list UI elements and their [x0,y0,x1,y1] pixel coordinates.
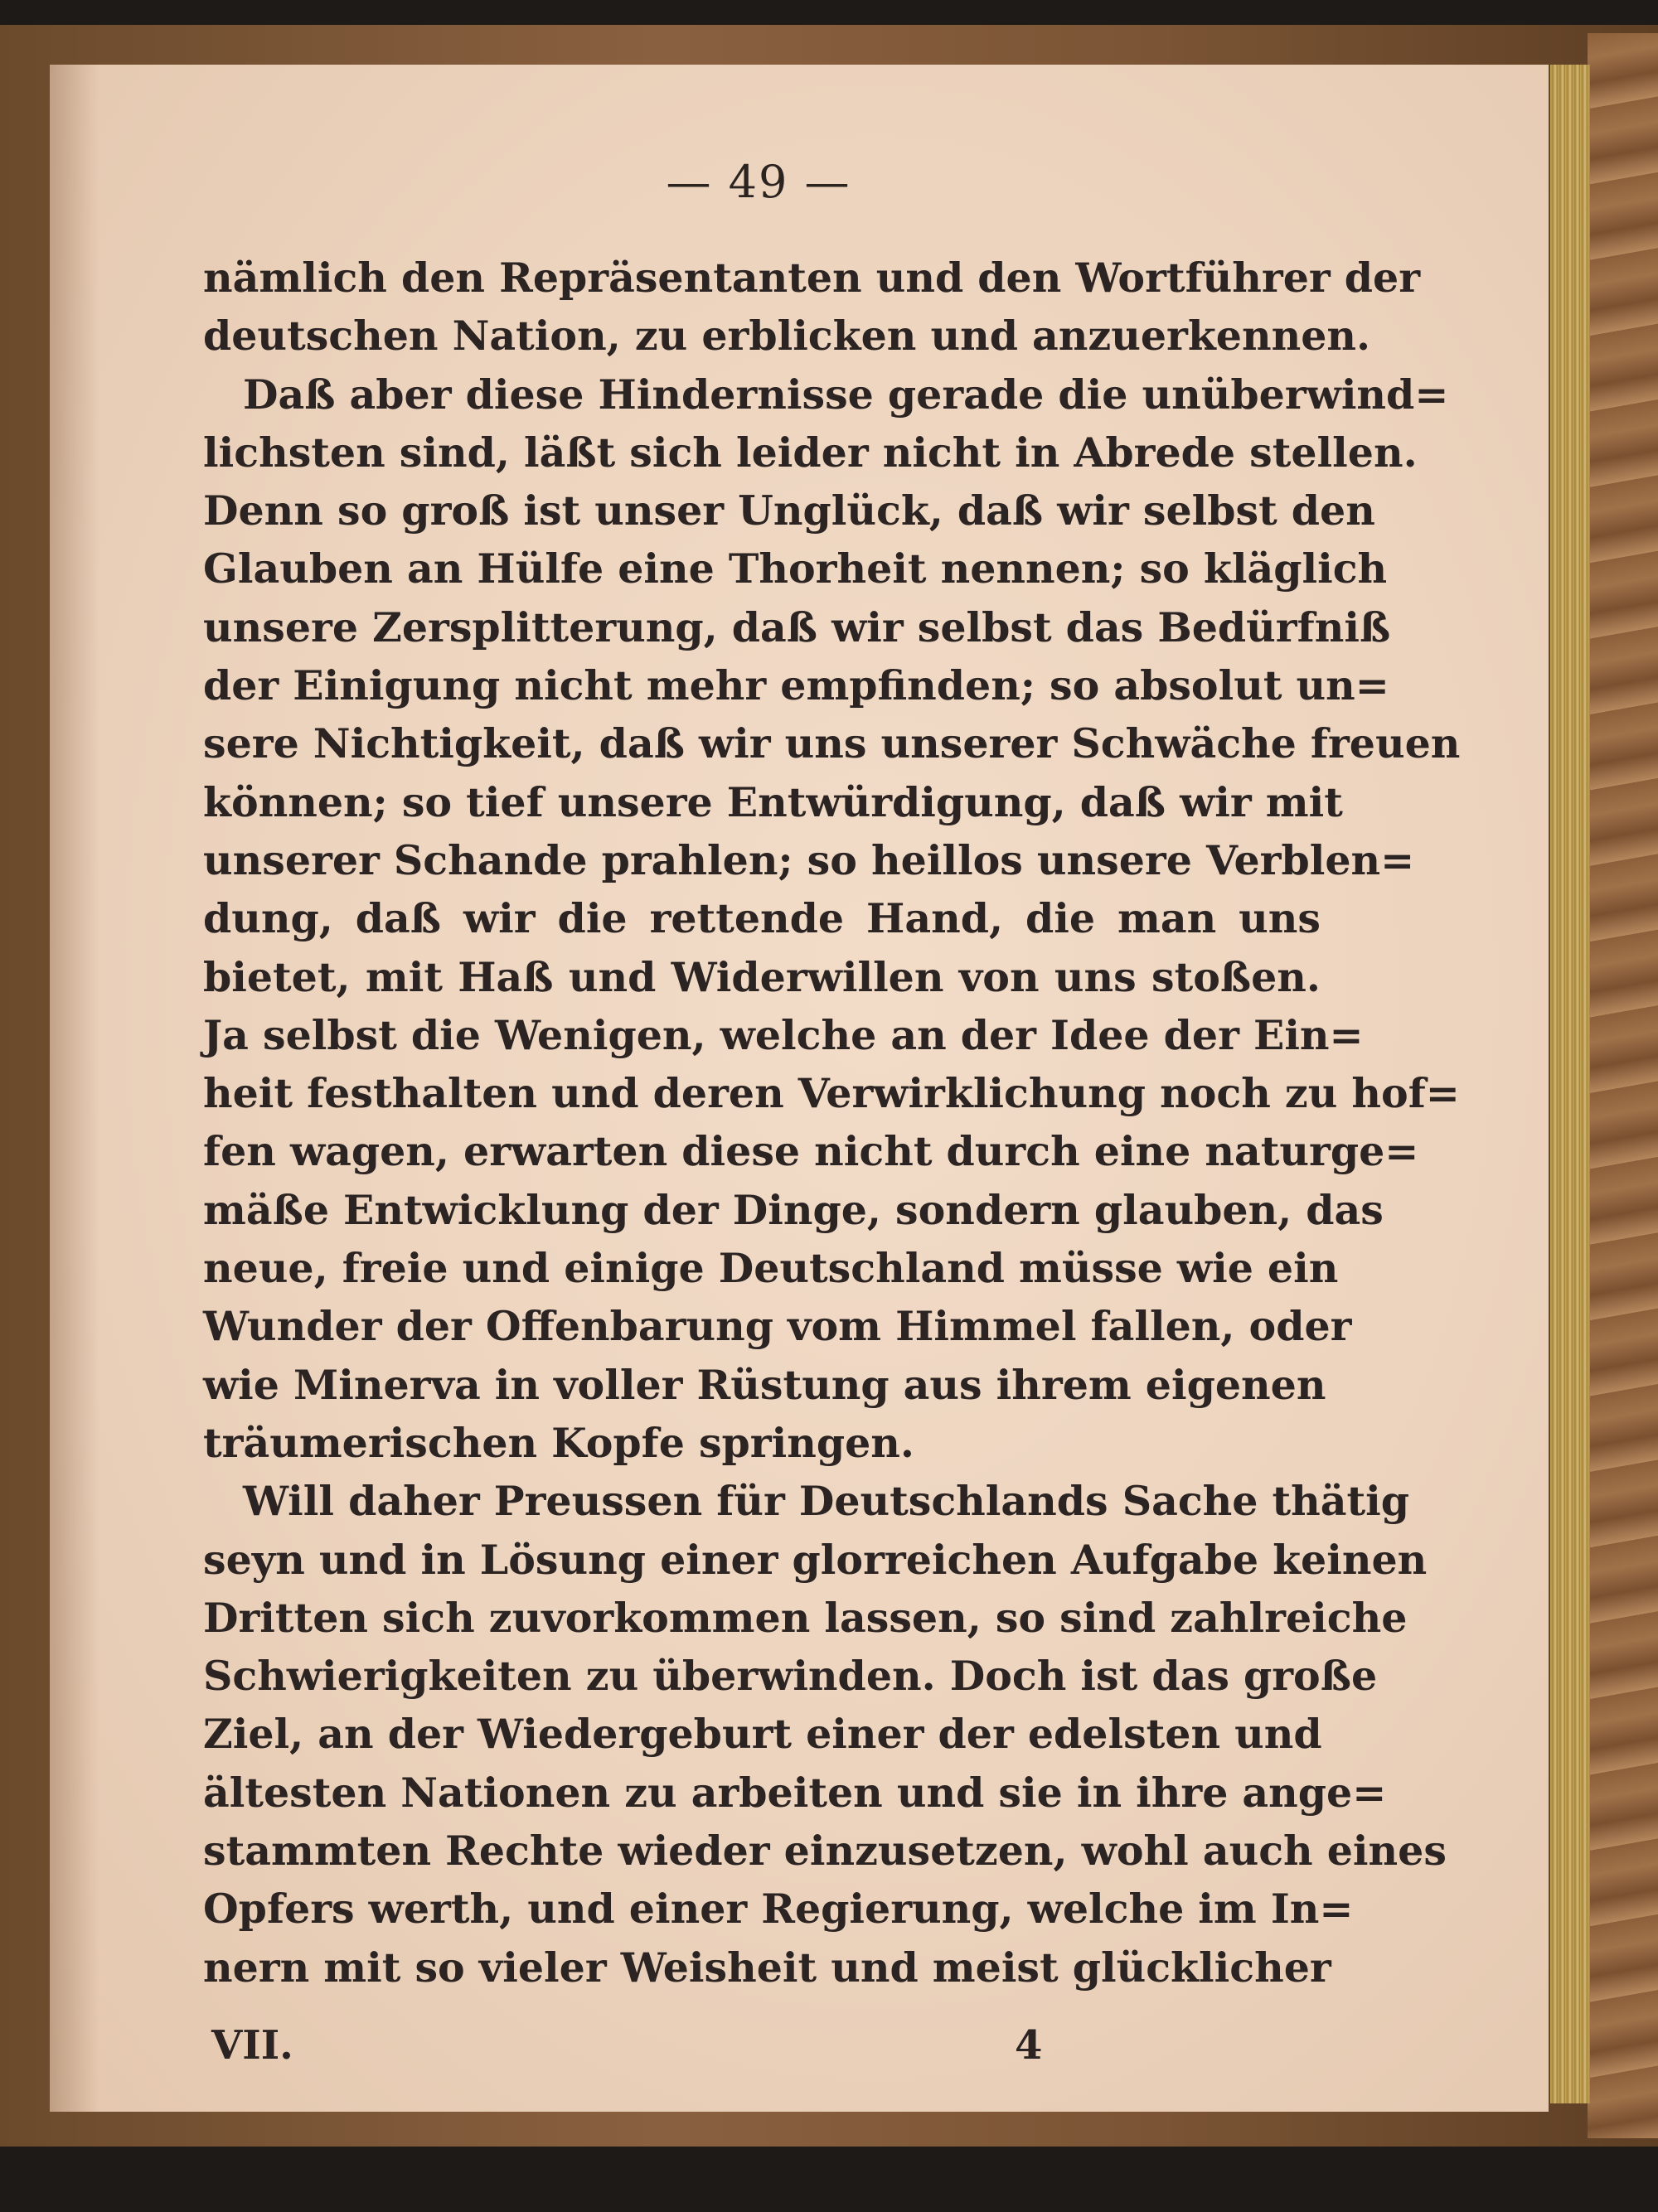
text-line: Will daher Preussen für Deutschlands Sache thätig [243,1477,1410,1526]
text-line: Denn so groß ist unser Unglück, daß wir selbst den [203,486,1375,535]
text-line: unsere Zersplitterung, daß wir selbst das Bedürfniß [203,603,1391,651]
text-line: Ziel, an der Wiedergeburt einer der edelsten und [203,1710,1322,1759]
text-line: wie Minerva in voller Rüstung aus ihrem eigenen [203,1360,1326,1409]
text-line: nämlich den Repräsentanten und den Wortführer der [203,254,1421,302]
text-line: dung, daß wir die rettende Hand, die man uns [203,894,1321,943]
text-line: Ja selbst die Wenigen, welche an der Idee der Ein= [203,1010,1364,1059]
signature-mark: VII. [211,2022,293,2069]
text-line: Opfers werth, und einer Regierung, welche im In= [203,1885,1354,1934]
text-line: der Einigung nicht mehr empfinden; so absolut un= [203,661,1389,710]
text-line: seyn und in Lösung einer glorreichen Aufgabe keinen [203,1535,1428,1584]
text-line: sere Nichtigkeit, daß wir uns unserer Schwäche freuen [203,719,1461,768]
marbled-cover-edge [1588,33,1658,2138]
body-text [203,249,1461,1997]
text-line: Daß aber diese Hindernisse gerade die unüberwind= [243,370,1449,419]
text-line: Dritten sich zuvorkommen lassen, so sind zahlreiche [203,1593,1408,1642]
sheet-number: 4 [1015,2022,1043,2069]
text-line: nern mit so vieler Weisheit und meist glücklicher [203,1943,1331,1992]
gilded-page-edges [1549,65,1590,2103]
text-line: Schwierigkeiten zu überwinden. Doch ist das große [203,1652,1378,1701]
text-line: neue, freie und einige Deutschland müsse wie ein [203,1244,1339,1293]
text-line: deutschen Nation, zu erblicken und anzuerkennen. [203,312,1371,361]
text-line: Glauben an Hülfe eine Thorheit nennen; so kläglich [203,545,1388,593]
text-line: lichsten sind, läßt sich leider nicht in Abrede stellen. [203,428,1418,477]
text-line: unserer Schande prahlen; so heillos unsere Verblen= [203,835,1415,884]
page-gutter-shadow [50,65,99,2112]
text-line: heit festhalten und deren Verwirklichung noch zu hof= [203,1069,1460,1118]
text-line: ältesten Nationen zu arbeiten und sie in ihre ange= [203,1768,1387,1817]
text-line: mäße Entwicklung der Dinge, sondern glauben, das [203,1185,1384,1234]
text-line: stammten Rechte wieder einzusetzen, wohl auch eines [203,1827,1447,1876]
text-line: bietet, mit Haß und Widerwillen von uns stoßen. [203,952,1321,1001]
text-line: träumerischen Kopfe springen. [203,1418,914,1467]
page-number: — 49 — [666,156,851,208]
text-line: Wunder der Offenbarung vom Himmel fallen, oder [203,1302,1352,1351]
text-line: können; so tief unsere Entwürdigung, daß wir mit [203,777,1343,826]
text-line: fen wagen, erwarten diese nicht durch eine naturge= [203,1127,1419,1176]
